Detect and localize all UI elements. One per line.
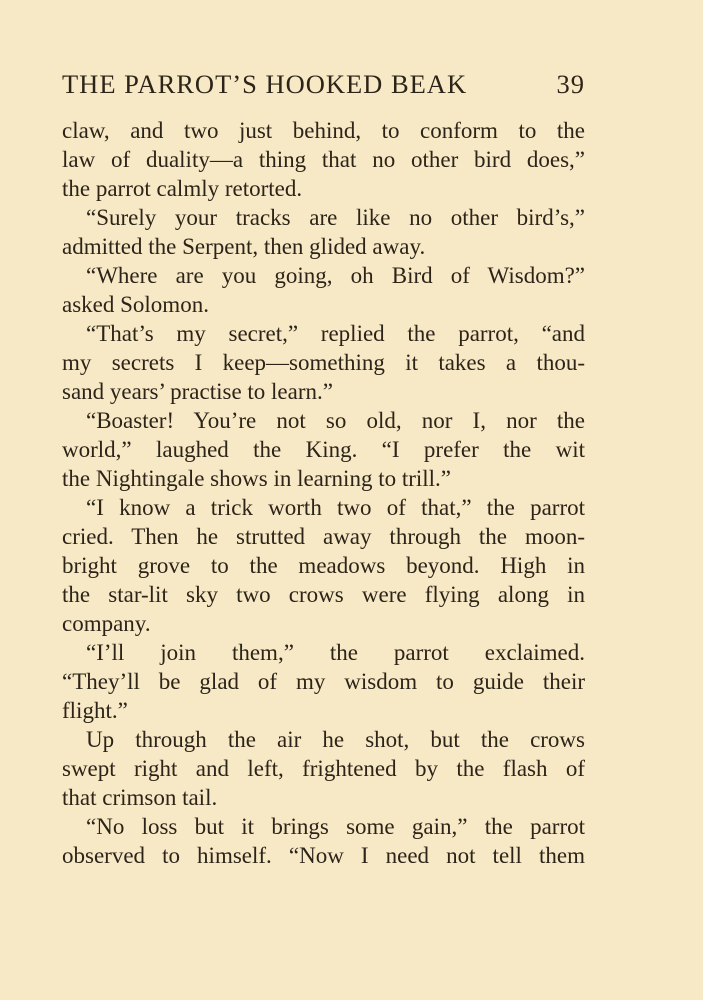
text-line: claw, and two just behind, to conform to the [62,118,585,143]
text-line: admitted the Serpent, then glided away. [62,234,426,259]
text-line: that crimson tail. [62,785,218,810]
text-line: the Nightingale shows in learning to trill.” [62,466,452,491]
running-title: THE PARROT’S HOOKED BEAK [62,69,468,99]
text-line: sand years’ practise to learn.” [62,379,333,404]
body-text [62,116,585,870]
text-line: the parrot calmly retorted. [62,176,303,201]
text-line: bright grove to the meadows beyond. High in [62,553,585,578]
text-line: asked Solomon. [62,292,209,317]
text-line: “That’s my secret,” replied the parrot, “and [86,321,585,346]
text-line: “I know a trick worth two of that,” the parrot [86,495,585,520]
text-line: “Boaster! You’re not so old, nor I, nor the [86,408,585,433]
text-line: “Where are you going, oh Bird of Wisdom?” [86,263,585,288]
text-line: Up through the air he shot, but the crows [86,727,585,752]
page-number: 39 [556,69,585,99]
text-line: “They’ll be glad of my wisdom to guide their [62,669,585,694]
text-line: cried. Then he strutted away through the moon- [62,524,585,549]
text-line: company. [62,611,151,636]
text-line: “I’ll join them,” the parrot exclaimed. [86,640,585,665]
text-line: world,” laughed the King. “I prefer the wit [62,437,585,462]
text-line: swept right and left, frightened by the flash of [62,756,585,781]
text-line: the star-lit sky two crows were flying along in [62,582,585,607]
running-head [62,64,585,104]
text-line: observed to himself. “Now I need not tell them [62,843,585,868]
text-line: “Surely your tracks are like no other bird’s,” [86,205,585,230]
text-line: law of duality—a thing that no other bird does,” [62,147,585,172]
text-line: my secrets I keep—something it takes a thou- [62,350,585,375]
text-line: “No loss but it brings some gain,” the parrot [86,814,585,839]
text-line: flight.” [62,698,128,723]
